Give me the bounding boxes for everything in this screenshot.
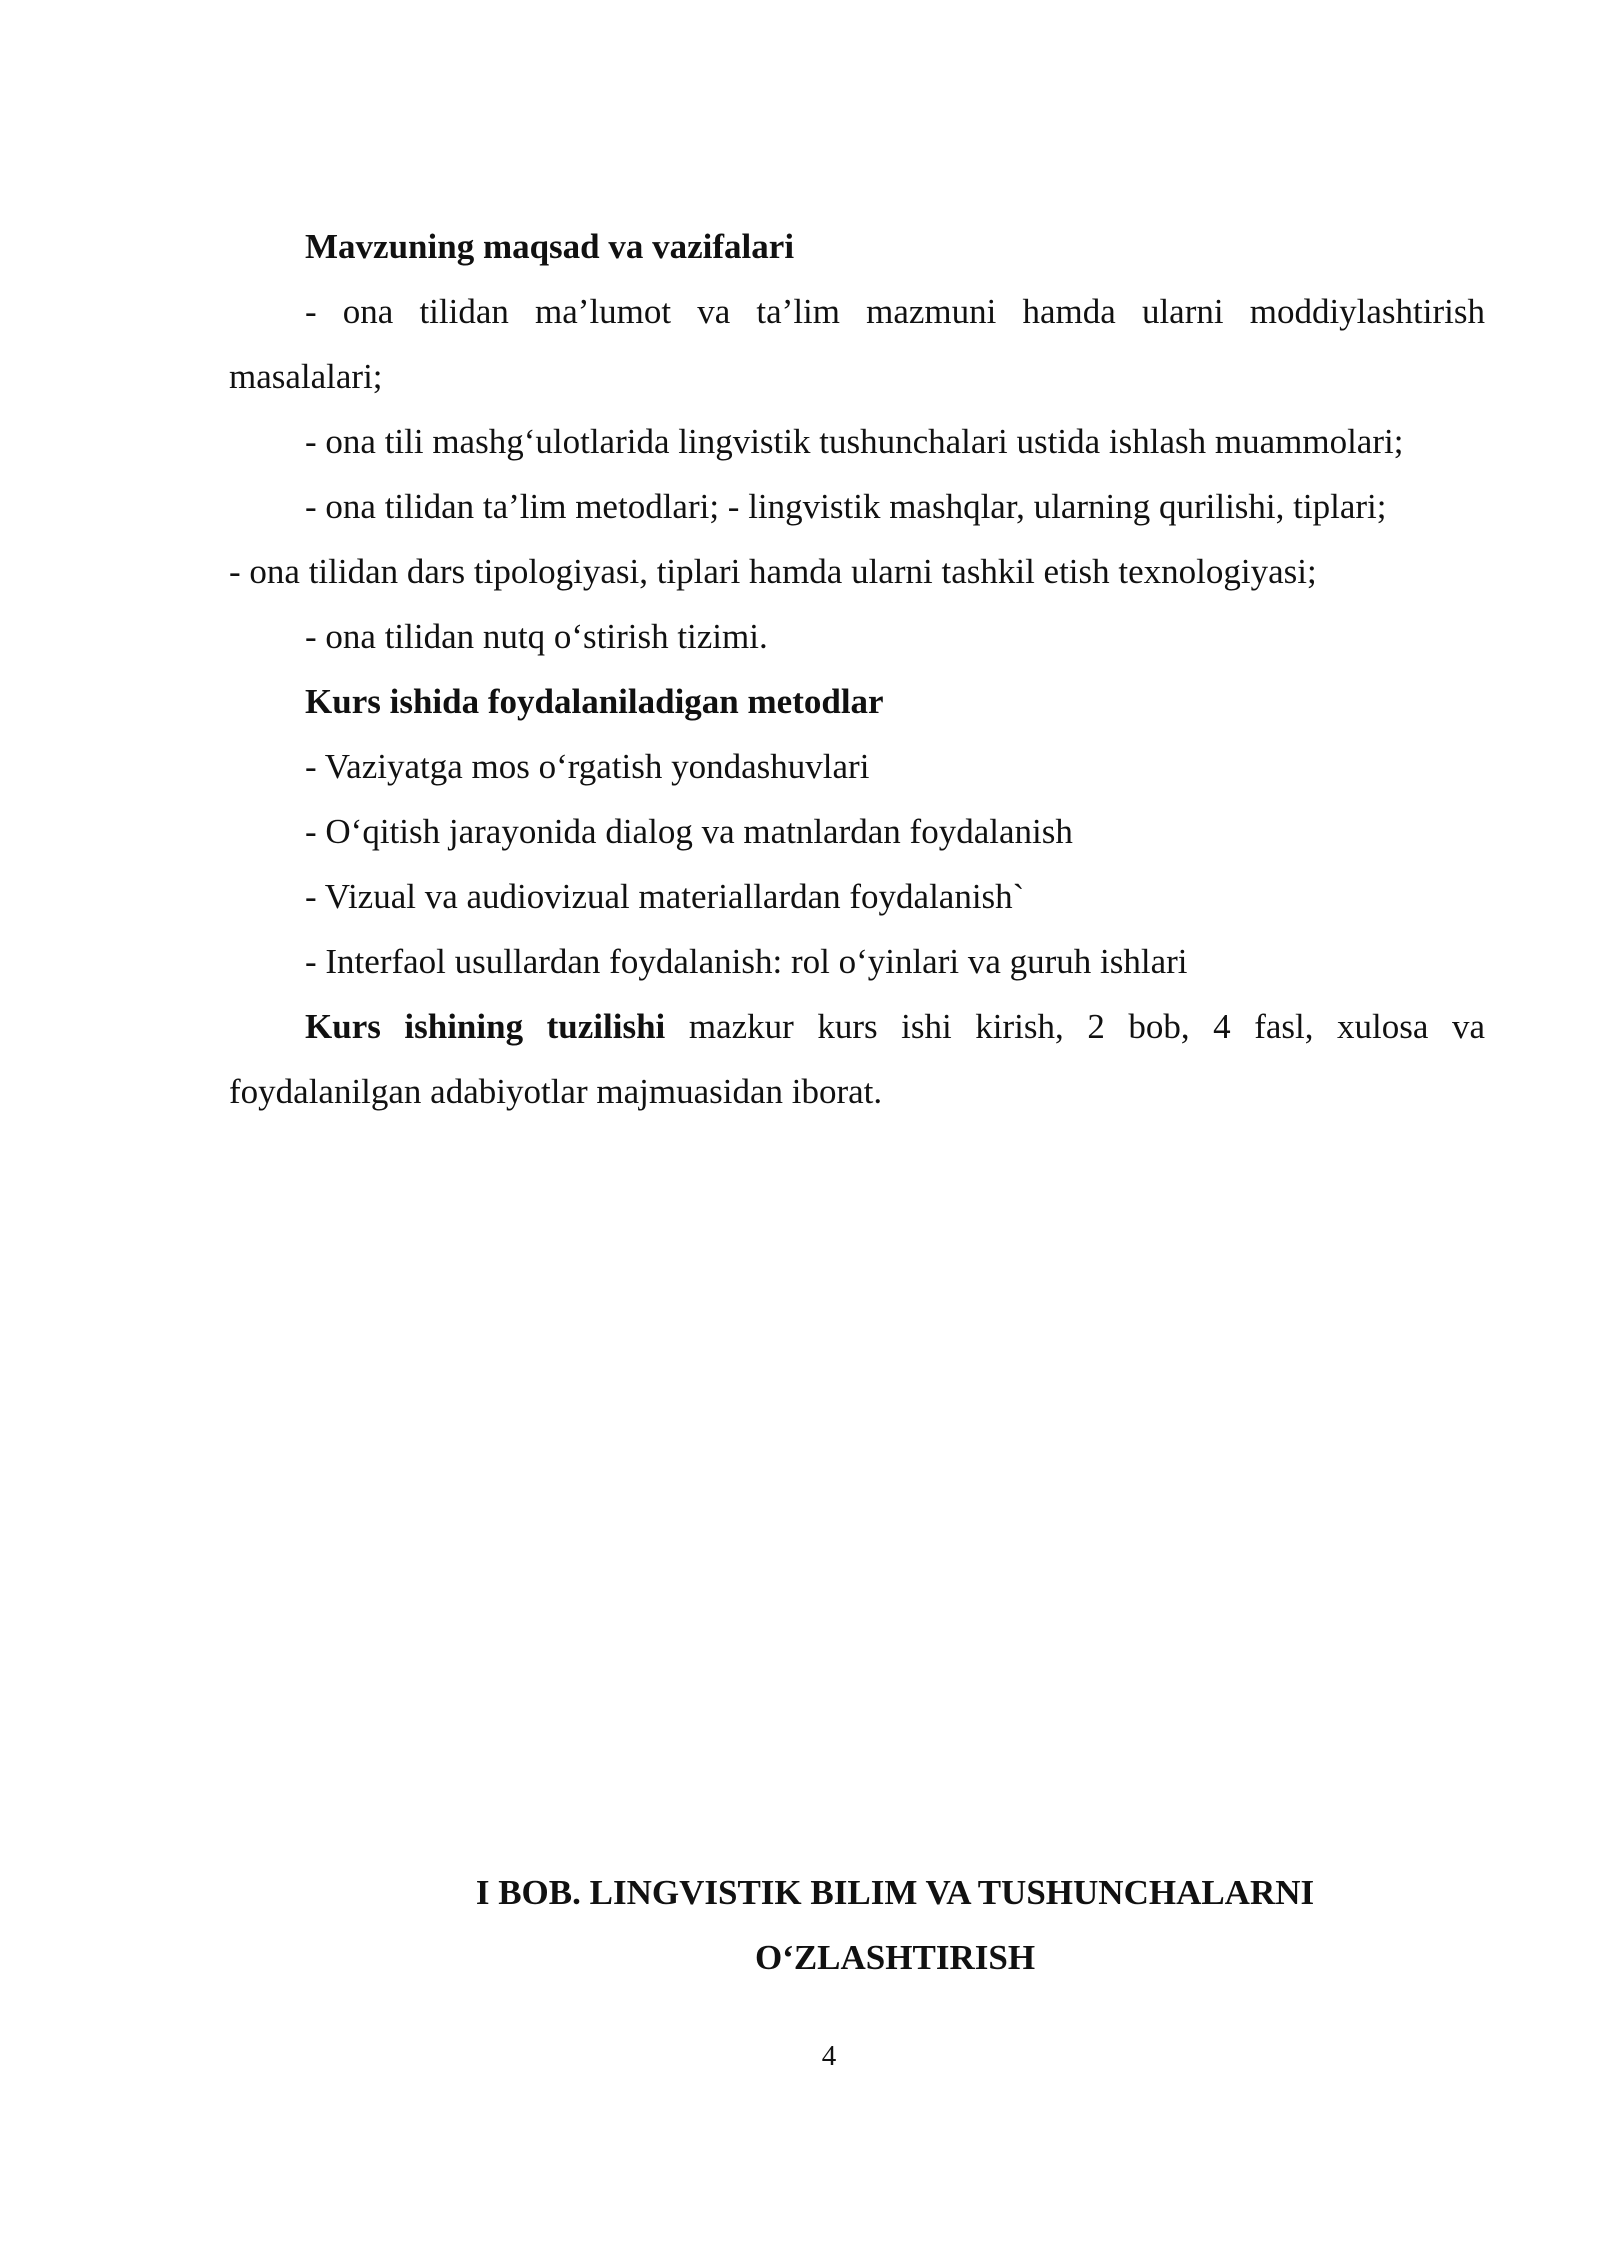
goal-item-3-line-2: - ona tilidan dars tipologiyasi, tiplari hamda ularni tashkil etish texnologiyasi;	[229, 552, 1317, 591]
goal-item-3-line-1: - ona tilidan ta’lim metodlari; - lingvistik mashqlar, ularning qurilishi, tiplari;	[305, 487, 1387, 526]
chapter-title	[229, 1860, 1485, 1990]
section-heading-methods: Kurs ishida foydalaniladigan metodlar	[305, 682, 884, 721]
structure-heading: Kurs ishining tuzilishi	[305, 1007, 666, 1046]
goal-item-1-line-2: masalalari;	[229, 357, 383, 396]
structure-text-line-2: foydalanilgan adabiyotlar majmuasidan iborat.	[229, 1072, 883, 1111]
method-item-1: - Vaziyatga mos o‘rgatish yondashuvlari	[305, 747, 870, 786]
structure-text-line-1: mazkur kurs ishi kirish, 2 bob, 4 fasl, xulosa va	[688, 1007, 1486, 1046]
chapter-title-line-1: I BOB. LINGVISTIK BILIM VA TUSHUNCHALARNI	[475, 1873, 1315, 1912]
body-text	[229, 214, 1485, 1124]
method-item-2: - O‘qitish jarayonida dialog va matnlardan foydalanish	[305, 812, 1073, 851]
chapter-title-line-2: O‘ZLASHTIRISH	[754, 1938, 1036, 1977]
structure-paragraph-line-1	[229, 994, 1485, 1059]
goal-item-4: - ona tilidan nutq o‘stirish tizimi.	[305, 617, 768, 656]
goal-item-2: - ona tili mashg‘ulotlarida lingvistik tushunchalari ustida ishlash muammolari;	[305, 422, 1404, 461]
page-number: 4	[821, 2040, 837, 2072]
goal-item-1-line-1: - ona tilidan ma’lumot va ta’lim mazmuni hamda ularni moddiylashtirish	[305, 292, 1485, 331]
method-item-3: - Vizual va audiovizual materiallardan foydalanish`	[305, 877, 1025, 916]
method-item-4: - Interfaol usullardan foydalanish: rol o‘yinlari va guruh ishlari	[305, 942, 1188, 981]
section-heading-goals: Mavzuning maqsad va vazifalari	[305, 227, 795, 266]
